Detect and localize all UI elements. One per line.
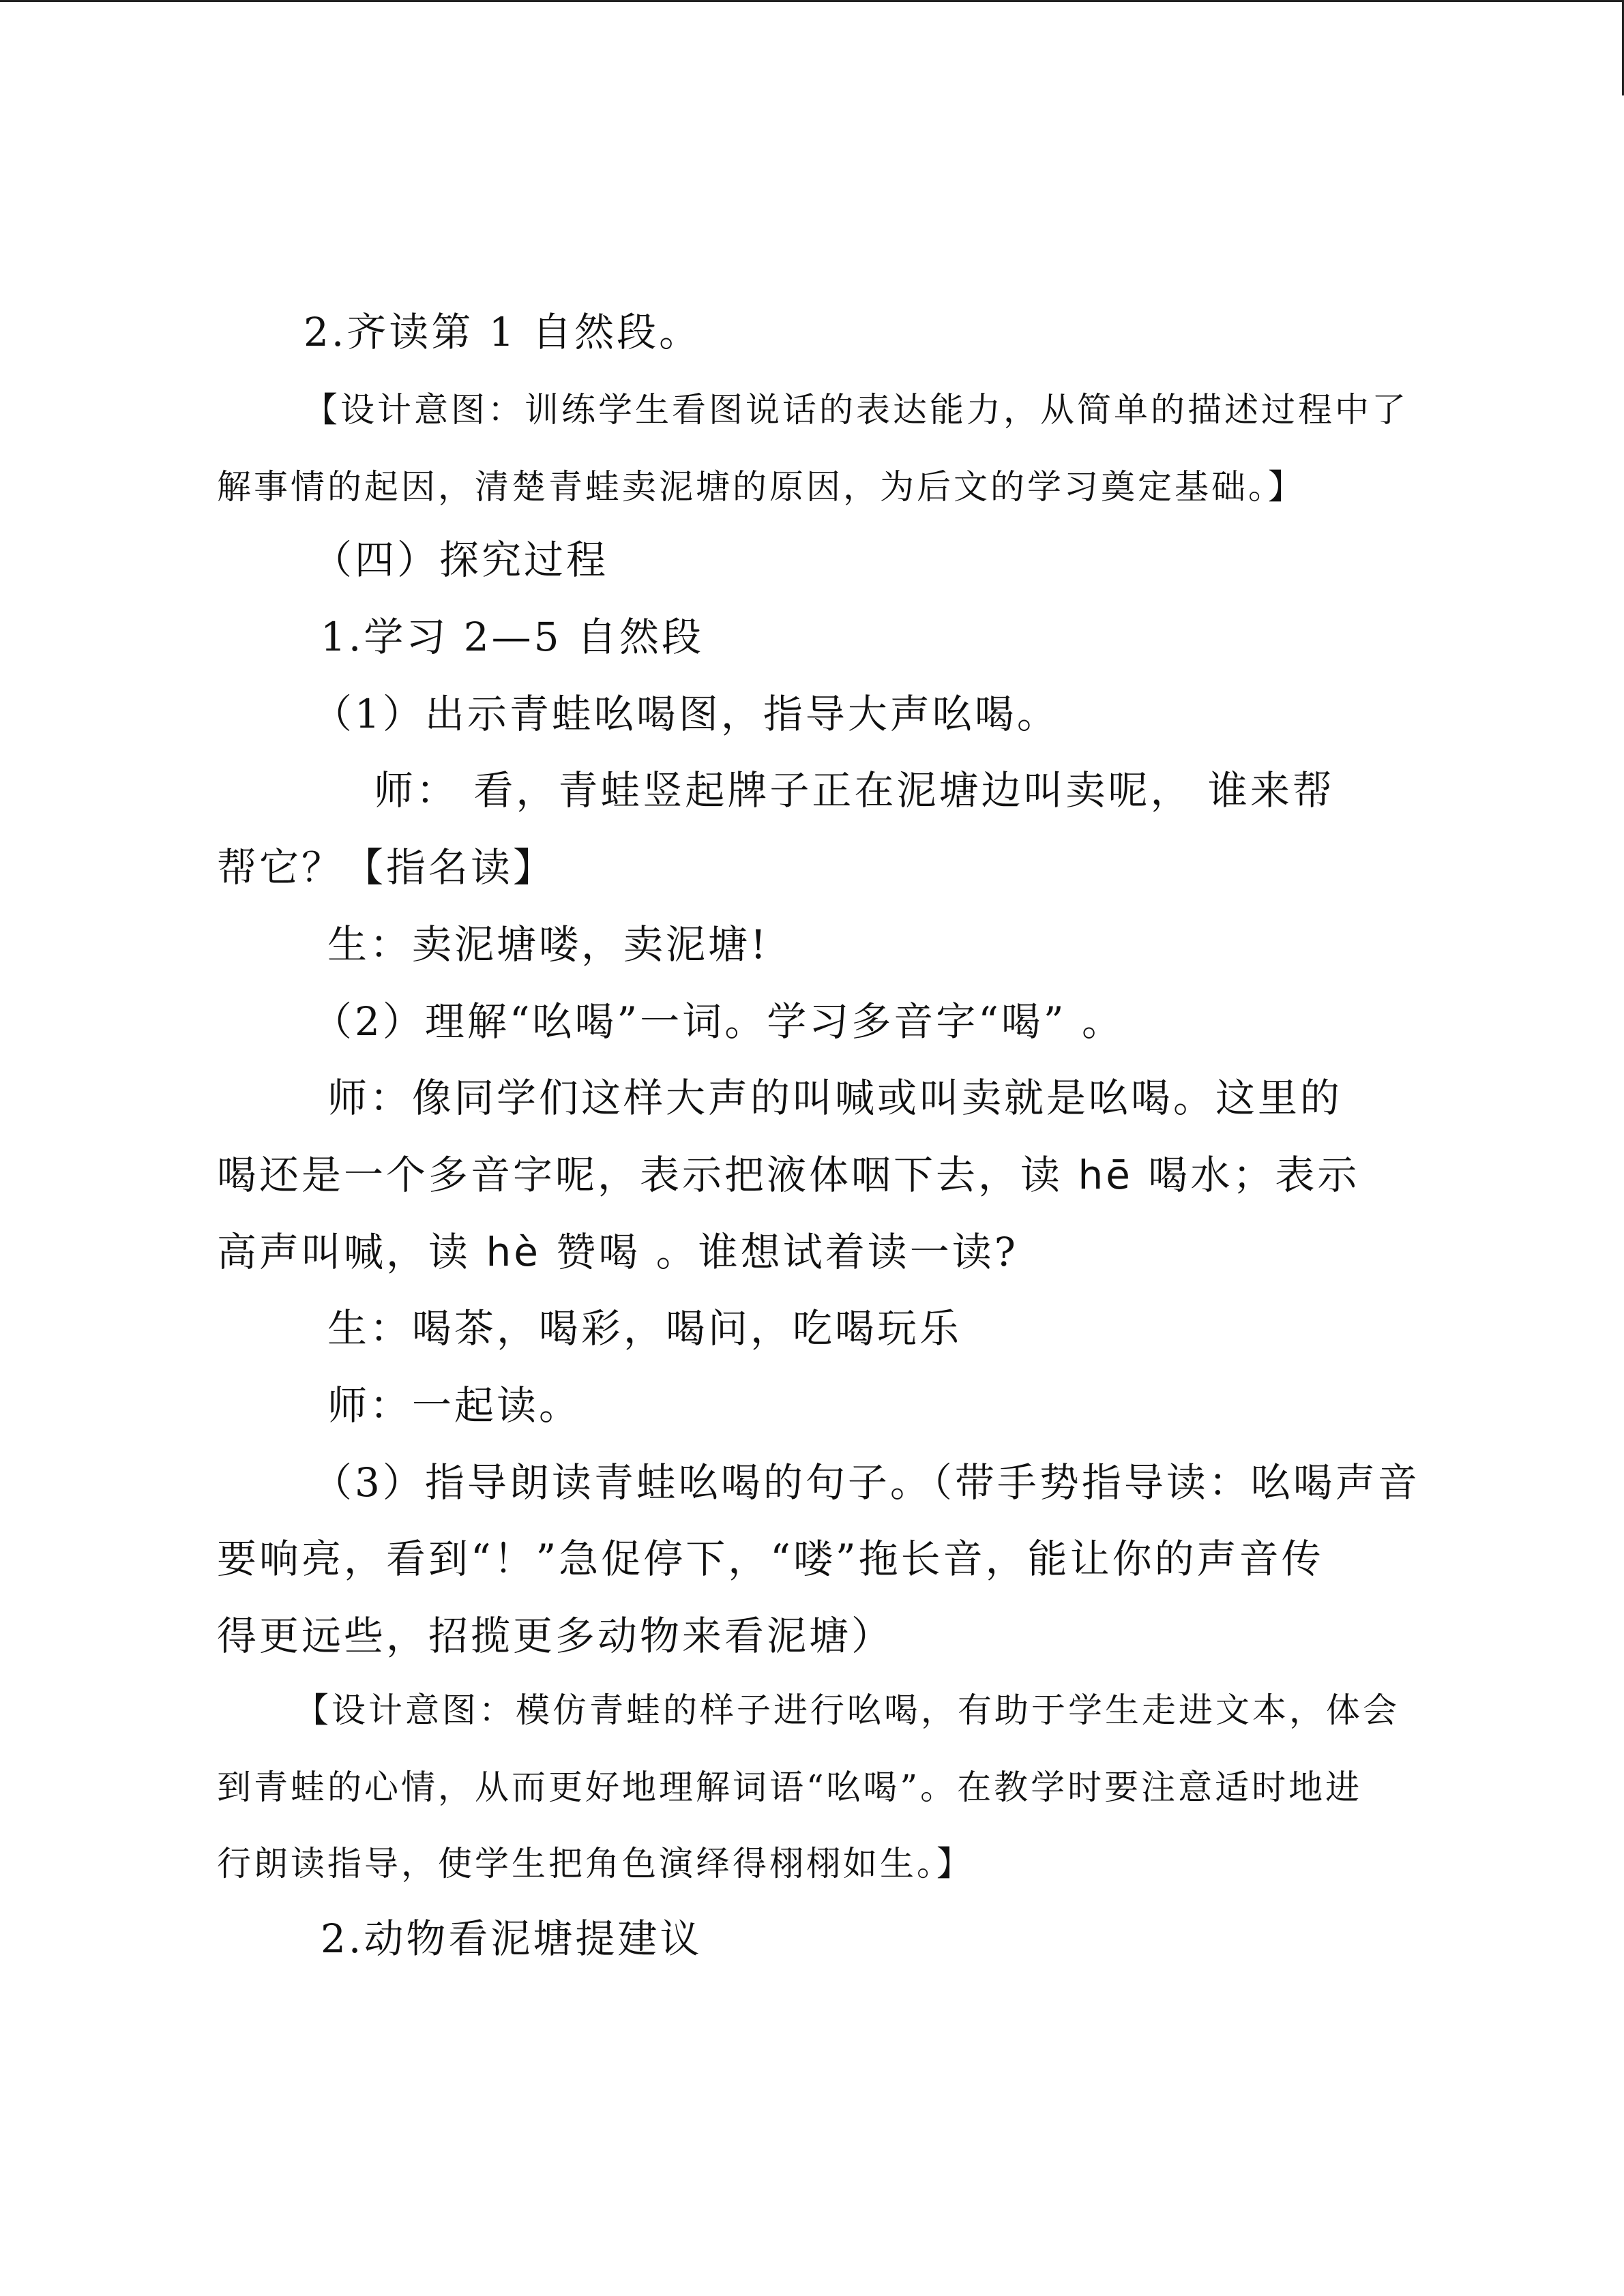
section-heading-explore: （四）探究过程 (312, 537, 609, 583)
student-line-1: 生：卖泥塘喽，卖泥塘! (327, 921, 769, 968)
design-note-1-line-1: 【设计意图：训练学生看图说话的表达能力，从简单的描述过程中了 (304, 390, 1408, 430)
teacher-line-2-cont-1 (217, 1152, 1360, 1198)
teacher-line-1: 师： 看，青蛙竖起牌子正在泥塘边叫卖呢， 谁来帮 (374, 767, 1335, 814)
step-animals-suggest: 2.动物看泥塘提建议 (321, 1915, 703, 1962)
teacher-line-3: 师：一起读。 (327, 1382, 582, 1429)
design-note-1-line-2: 解事情的起因，清楚青蛙卖泥塘的原因，为后文的学习奠定基础。】 (217, 467, 1305, 507)
substep-3-cont-2: 得更远些，招揽更多动物来看泥塘） (217, 1613, 894, 1659)
step-read-paragraph-1: 2.齐读第 1 自然段。 (304, 309, 702, 355)
pinyin-he-fourth-tone: hè (486, 1229, 541, 1275)
step-study-paragraphs: 1.学习 2—5 自然段 (321, 614, 705, 660)
text-segment: 喝还是一个多音字呢，表示把液体咽下去，读 (217, 1152, 1078, 1198)
text-segment: 高声叫喊，读 (217, 1229, 486, 1275)
substep-3: （3）指导朗读青蛙吆喝的句子。（带手势指导读：吆喝声音 (312, 1459, 1420, 1506)
student-line-2: 生：喝茶，喝彩，喝问，吃喝玩乐 (327, 1305, 962, 1352)
design-note-2-line-2: 到青蛙的心情，从而更好地理解词语“吆喝”。在教学时要注意适时地进 (217, 1768, 1363, 1807)
design-note-2-line-1: 【设计意图：模仿青蛙的样子进行吆喝，有助于学生走进文本，体会 (295, 1690, 1400, 1730)
substep-1: （1）出示青蛙吆喝图，指导大声吆喝。 (312, 691, 1059, 737)
text-segment: 赞喝 。谁想试着读一读? (540, 1229, 1018, 1275)
top-border-line (0, 0, 1624, 2)
teacher-line-2-cont-2 (217, 1229, 1018, 1275)
pinyin-he-first-tone: hē (1078, 1152, 1133, 1198)
teacher-line-2: 师：像同学们这样大声的叫喊或叫卖就是吆喝。这里的 (327, 1075, 1343, 1121)
substep-3-cont-1: 要响亮，看到“！”急促停下，“喽”拖长音，能让你的声音传 (217, 1536, 1324, 1582)
teacher-line-1-cont: 帮它？【指名读】 (217, 844, 556, 891)
text-segment: 喝水；表示 (1132, 1152, 1360, 1198)
substep-2: （2）理解“吆喝”一词。学习多音字“喝” 。 (312, 998, 1124, 1045)
design-note-2-line-3: 行朗读指导，使学生把角色演绎得栩栩如生。】 (217, 1844, 973, 1883)
